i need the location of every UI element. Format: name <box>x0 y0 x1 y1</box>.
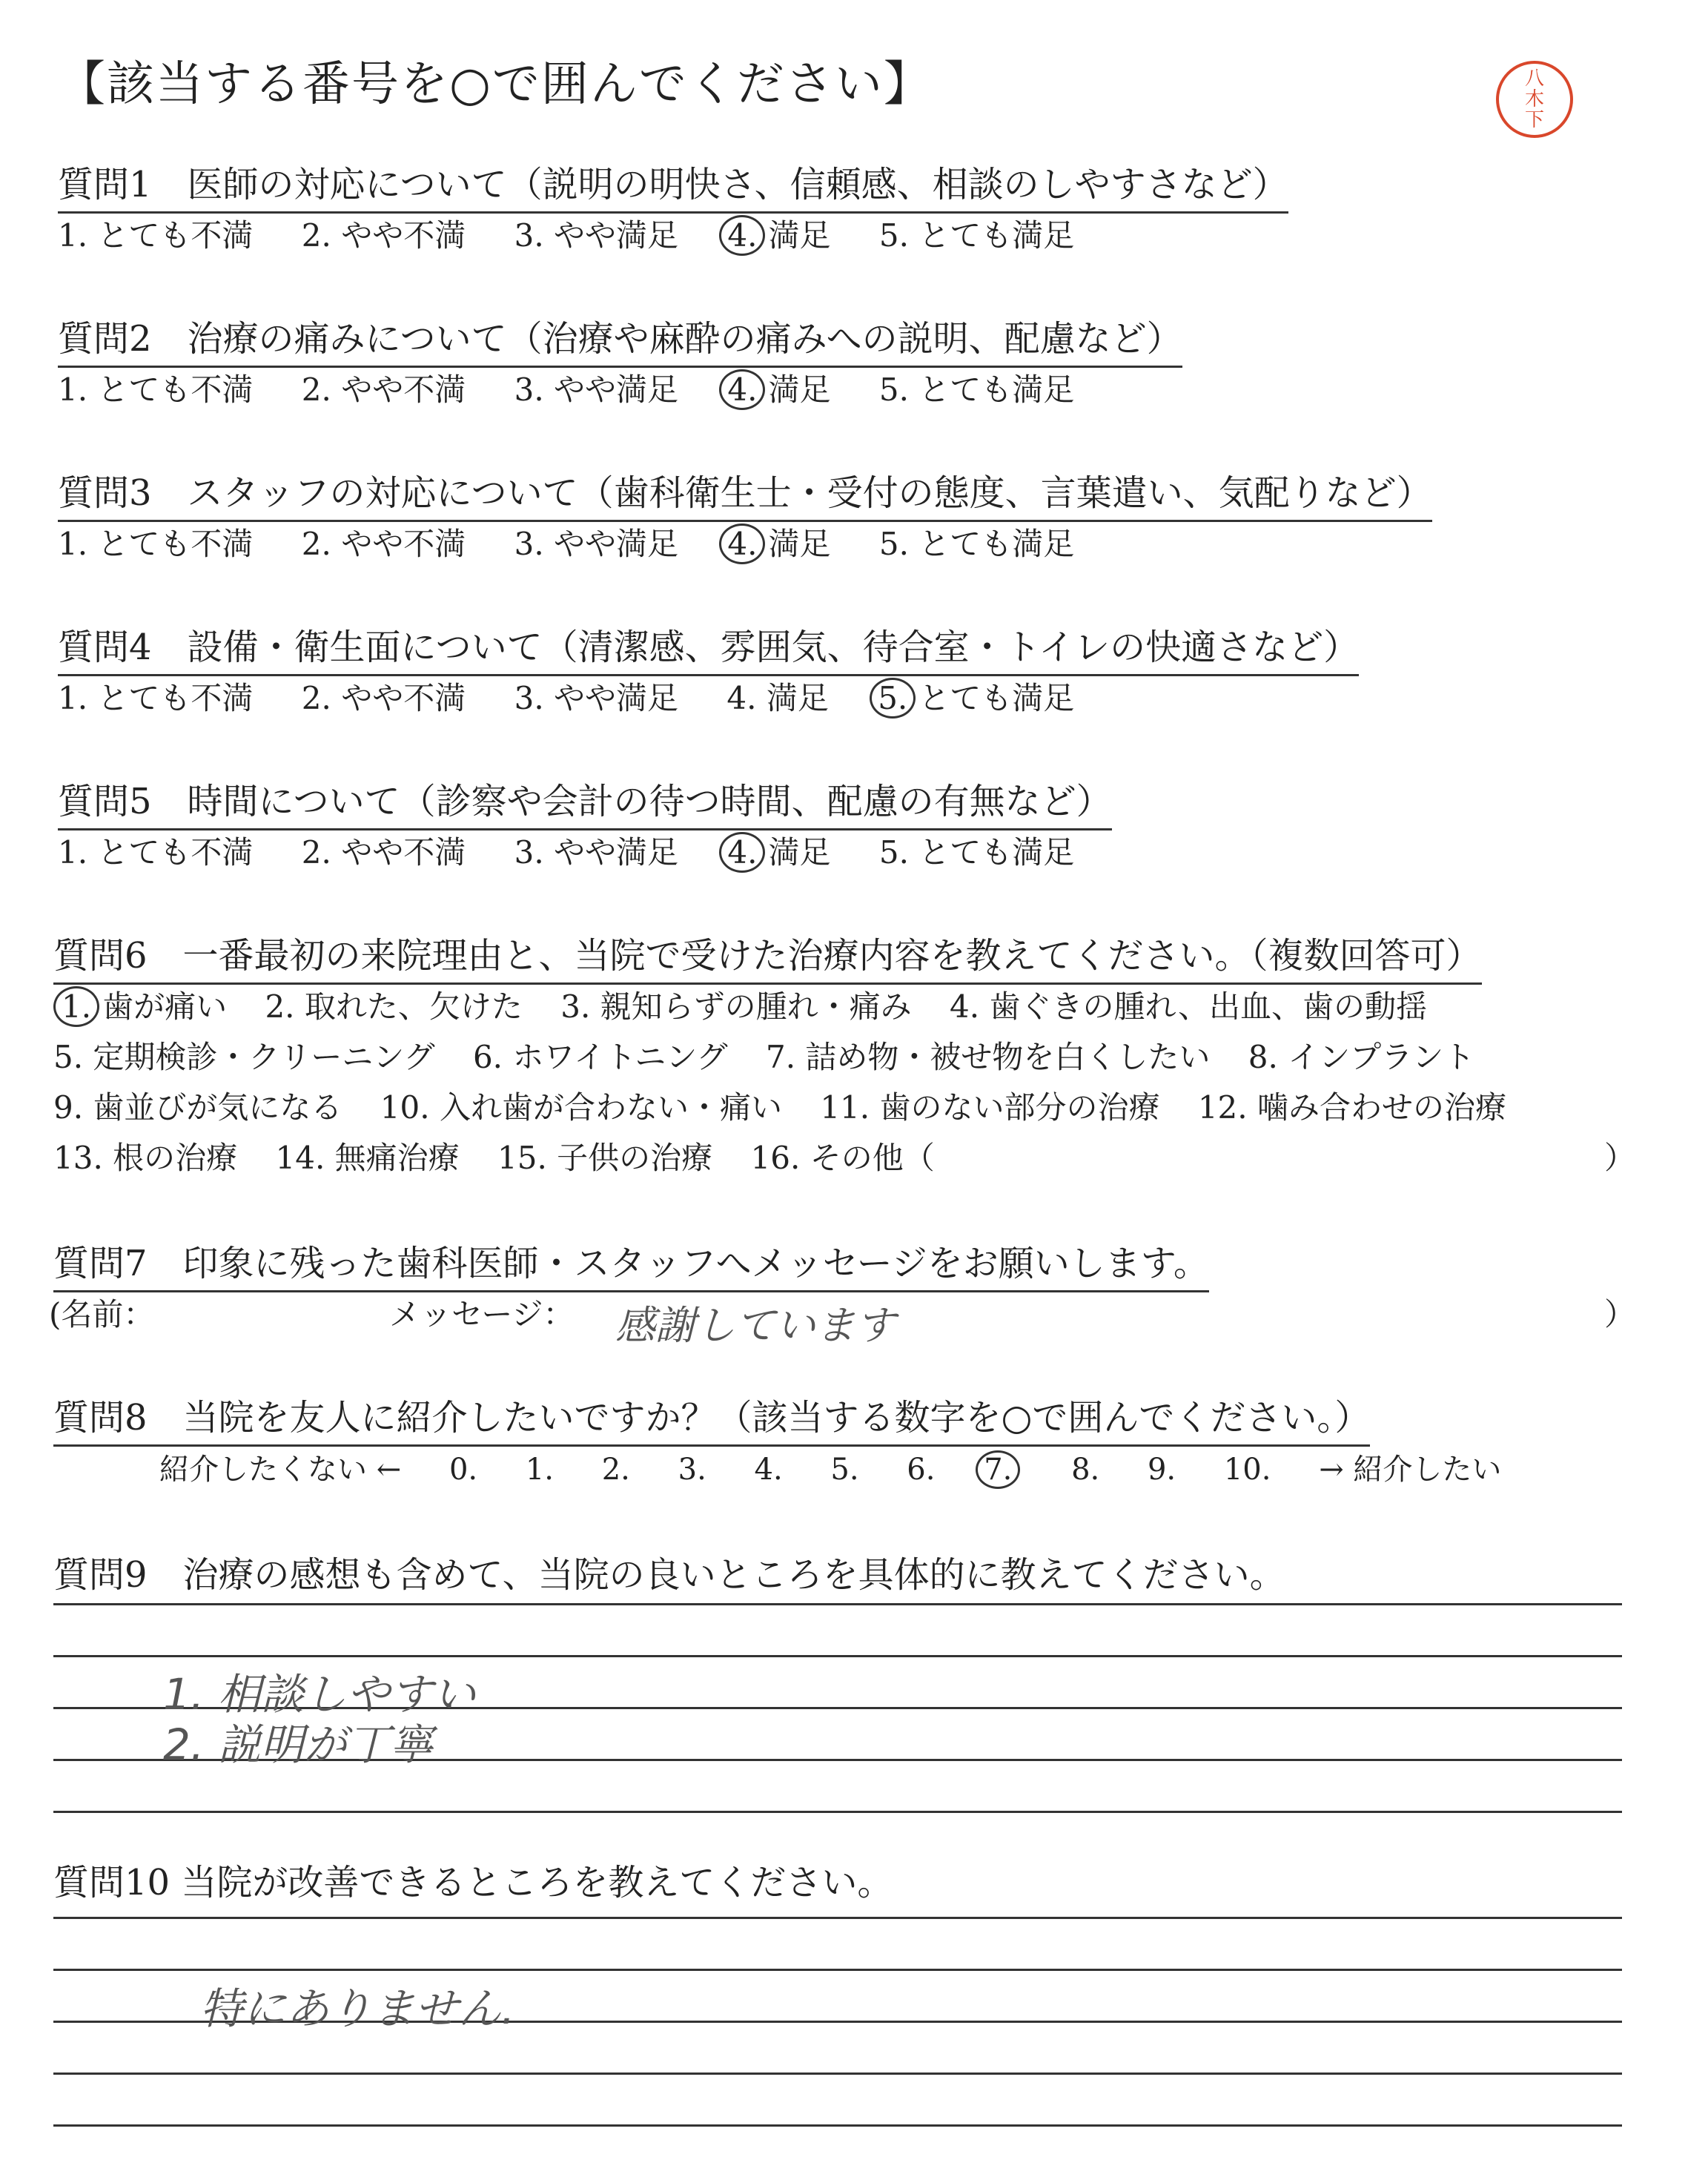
q5-opt-1[interactable]: 1. とても不満 <box>58 834 254 871</box>
seal-stamp: 八 木 下 <box>1496 61 1573 138</box>
q6-opt-14[interactable]: 14. 無痛治療 <box>275 1140 460 1176</box>
q8-n6[interactable]: 6. <box>907 1453 936 1487</box>
q2-opt-5[interactable]: 5. とても満足 <box>878 371 1075 408</box>
q5-opt-5[interactable]: 5. とても満足 <box>878 834 1075 871</box>
q9-answer-2[interactable]: 2. 説明が丁寧 <box>163 1720 433 1770</box>
q1-options <box>58 211 1074 256</box>
q6-opt-2[interactable]: 2. 取れた、欠けた <box>265 988 523 1025</box>
q5-label: 質問5 時間について（診察や会計の待つ時間、配慮の有無など） <box>58 773 1112 830</box>
q4-opt-4[interactable]: 4. 満足 <box>726 680 829 716</box>
q7-close: ） <box>1604 1296 1636 1332</box>
q8-n3[interactable]: 3. <box>678 1453 706 1487</box>
q3-opt-5[interactable]: 5. とても満足 <box>878 526 1075 562</box>
q5-opt-3[interactable]: 3. やや満足 <box>514 834 679 871</box>
q6-other-close: ） <box>1604 1140 1636 1176</box>
q1-opt-1[interactable]: 1. とても不満 <box>58 217 254 254</box>
q2-label: 質問2 治療の痛みについて（治療や麻酔の痛みへの説明、配慮など） <box>58 310 1182 368</box>
q6-opt-7[interactable]: 7. 詰め物・被せ物を白くしたい <box>765 1039 1211 1075</box>
q1-label: 質問1 医師の対応について（説明の明快さ、信頼感、相談のしやすさなど） <box>58 156 1288 214</box>
q8-n7-selected[interactable]: 7. <box>976 1450 1020 1489</box>
q8-n5[interactable]: 5. <box>830 1453 859 1487</box>
q5-options <box>58 828 1074 873</box>
q9-line-2 <box>53 1655 1622 1657</box>
q9-line-5 <box>53 1811 1622 1813</box>
q10-line-2 <box>53 1969 1622 1971</box>
q3-options <box>58 520 1074 564</box>
q2-opt-2[interactable]: 2. やや不満 <box>301 371 466 408</box>
q6-opt-6[interactable]: 6. ホワイトニング <box>472 1039 728 1075</box>
q1-opt-2[interactable]: 2. やや不満 <box>301 217 466 254</box>
q6-label: 質問6 一番最初の来院理由と、当院で受けた治療内容を教えてください。（複数回答可） <box>53 927 1482 985</box>
q1-opt-4-selected[interactable]: 4. 満足 <box>726 217 830 254</box>
q4-opt-3[interactable]: 3. やや満足 <box>514 680 679 716</box>
q6-opt-15[interactable]: 15. 子供の治療 <box>497 1140 713 1176</box>
q5-opt-4-selected[interactable]: 4. 満足 <box>726 834 830 871</box>
q8-n4[interactable]: 4. <box>754 1453 783 1487</box>
q6-row-2 <box>53 1033 1474 1077</box>
q10-line-4 <box>53 2073 1622 2075</box>
q7-message-label: メッセージ： <box>389 1296 575 1332</box>
q4-label: 質問4 設備・衛生面について（清潔感、雰囲気、待合室・トイレの快適さなど） <box>58 618 1359 676</box>
q8-n10[interactable]: 10. <box>1223 1453 1271 1487</box>
q4-options <box>58 674 1074 719</box>
q4-opt-5-selected[interactable]: 5. とても満足 <box>877 680 1074 716</box>
q9-answer-1[interactable]: 1. 相談しやすい <box>163 1669 476 1720</box>
q2-options <box>58 366 1074 410</box>
q2-opt-3[interactable]: 3. やや満足 <box>514 371 679 408</box>
q10-answer[interactable]: 特にありません. <box>200 1984 515 2034</box>
q6-opt-16[interactable]: 16. その他（ <box>750 1140 935 1176</box>
q10-line-5 <box>53 2124 1622 2127</box>
q9-label: 質問9 治療の感想も含めて、当院の良いところを具体的に教えてください。 <box>53 1554 1285 1596</box>
q3-opt-3[interactable]: 3. やや満足 <box>514 526 679 562</box>
q2-opt-1[interactable]: 1. とても不満 <box>58 371 254 408</box>
q2-opt-4-selected[interactable]: 4. 満足 <box>726 371 830 408</box>
q6-opt-4[interactable]: 4. 歯ぐきの腫れ、出血、歯の動揺 <box>950 988 1427 1025</box>
q7-label: 質問7 印象に残った歯科医師・スタッフへメッセージをお願いします。 <box>53 1235 1209 1292</box>
q8-right-label: → 紹介したい <box>1319 1453 1502 1487</box>
q6-opt-13[interactable]: 13. 根の治療 <box>53 1140 238 1176</box>
q1-opt-5[interactable]: 5. とても満足 <box>878 217 1075 254</box>
q6-opt-8[interactable]: 8. インプラント <box>1248 1039 1475 1075</box>
q6-opt-11[interactable]: 11. 歯のない部分の治療 <box>820 1089 1160 1126</box>
q10-label: 質問10 当院が改善できるところを教えてください。 <box>53 1862 893 1903</box>
q3-opt-1[interactable]: 1. とても不満 <box>58 526 254 562</box>
q10-line-1 <box>53 1917 1622 1919</box>
q6-row-4 <box>53 1134 935 1178</box>
q8-scale <box>159 1446 1501 1489</box>
q8-n2[interactable]: 2. <box>601 1453 630 1487</box>
q9-line-1 <box>53 1603 1622 1605</box>
q3-opt-4-selected[interactable]: 4. 満足 <box>726 526 830 562</box>
q7-name-label: (名前： <box>49 1296 155 1332</box>
q6-row-1 <box>53 982 1427 1027</box>
q6-opt-10[interactable]: 10. 入れ歯が合わない・痛い <box>380 1089 782 1126</box>
q6-opt-3[interactable]: 3. 親知らずの腫れ・痛み <box>560 988 912 1025</box>
q1-opt-3[interactable]: 3. やや満足 <box>514 217 679 254</box>
q8-left-label: 紹介したくない ← <box>159 1453 402 1487</box>
q8-n1[interactable]: 1. <box>525 1453 555 1487</box>
q7-message-handwritten[interactable]: 感謝しています <box>615 1302 896 1349</box>
q6-opt-5[interactable]: 5. 定期検診・クリーニング <box>53 1039 435 1075</box>
page-title: 【該当する番号を○で囲んでください】 <box>58 57 933 112</box>
q6-opt-9[interactable]: 9. 歯並びが気になる <box>53 1089 342 1126</box>
q6-opt-1-selected[interactable]: 1. 歯が痛い <box>53 988 227 1025</box>
q6-row-3 <box>53 1083 1506 1128</box>
q8-n8[interactable]: 8. <box>1071 1453 1100 1487</box>
q6-opt-12[interactable]: 12. 噛み合わせの治療 <box>1197 1089 1506 1126</box>
q8-n0[interactable]: 0. <box>448 1453 478 1487</box>
q3-opt-2[interactable]: 2. やや不満 <box>301 526 466 562</box>
q3-label: 質問3 スタッフの対応について（歯科衛生士・受付の態度、言葉遣い、気配りなど） <box>58 464 1432 522</box>
q8-label: 質問8 当院を友人に紹介したいですか？（該当する数字を○で囲んでください。） <box>53 1389 1370 1447</box>
q5-opt-2[interactable]: 2. やや不満 <box>301 834 466 871</box>
q8-n9[interactable]: 9. <box>1147 1453 1176 1487</box>
q4-opt-2[interactable]: 2. やや不満 <box>301 680 466 716</box>
q4-opt-1[interactable]: 1. とても不満 <box>58 680 254 716</box>
